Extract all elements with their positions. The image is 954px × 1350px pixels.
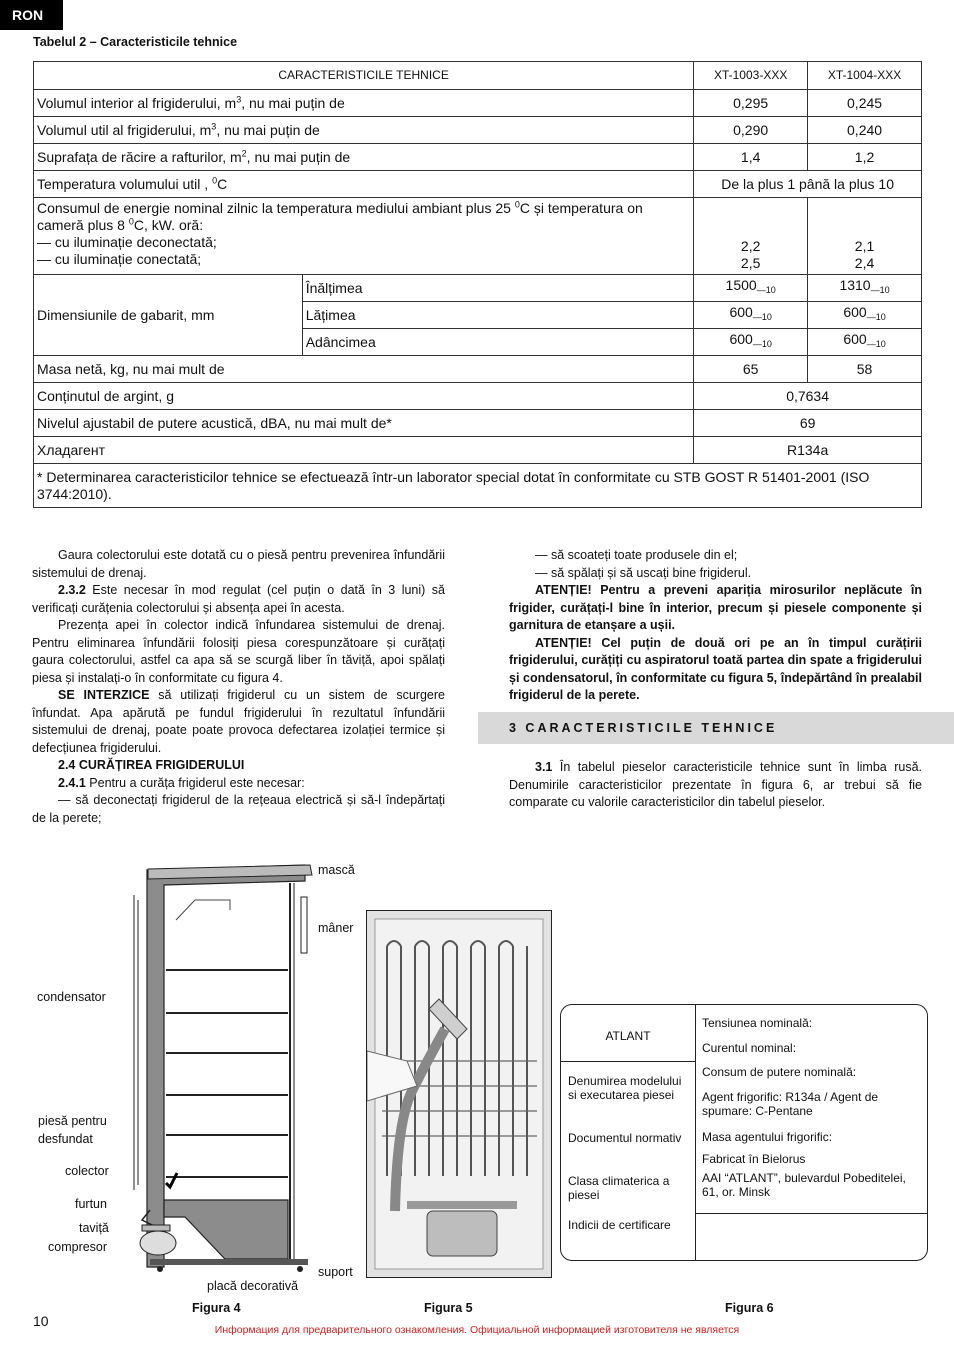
row-label: Dimensiunile de gabarit, mm [34,275,303,356]
table-row [34,410,922,437]
table-row [34,144,922,171]
label-colector: colector [65,1164,109,1178]
plate-field: Fabricat în Bielorus [702,1152,806,1166]
cell-value: $1500_{—10}$ [694,275,808,302]
cell-value: $600_{—10}$ [808,329,922,356]
table-row [34,275,922,302]
language-tag: RON [0,0,63,30]
section-heading: 2.4 CURĂȚIREA FRIGIDERULUI [58,758,245,772]
sub-label: Adâncimea [302,329,694,356]
page-number: 10 [33,1313,49,1329]
cell-value: 2,1 2,4 [808,198,922,275]
brand-label: ATLANT [605,1029,651,1043]
sub-label: Lățimea [302,302,694,329]
label-tavita: taviță [79,1221,109,1235]
paragraph: Prezența apei în colector indică înfundarea sistemului de drenaj. Pentru eliminarea înfundării folosiți piesa corespunzătoare și curățați gaura colectorului, astfel ca apa să se scurgă liber în tăviță, apoi spălați piesa și instalați-o în conformitate cu figura 4. [32,618,445,685]
cell-value: 0,7634 [694,383,922,410]
warning-paragraph: ATENȚIE! Cel puțin de două ori pe an în timpul curățirii frigiderului, curățiți cu aspiratorul toată partea din spate a frigiderului și condensatorul, în conformitate cu figura 5, îndepărtând în prealabil frigiderul de la perete. [509,635,922,702]
plate-field: Clasa climaterica a piesei [568,1174,670,1202]
section-header: 3 CARACTERISTICILE TEHNICE [478,712,954,744]
footer-disclaimer: Информация для предварительного ознакомления. Официальной информацией изготовителя не является [214,1324,740,1336]
right-column-text-2 [509,759,922,812]
cell-value: 65 [694,356,808,383]
cell-value: $600_{—10}$ [808,302,922,329]
paragraph: — să deconectați frigiderul de la rețeaua electrică și să-l îndepărtați de la perete; [32,793,445,825]
cell-value: 58 [808,356,922,383]
table-header-row [34,62,922,90]
warning-paragraph: ATENȚIE! Pentru a preveni apariția mirosurilor neplăcute în frigider, curățați-l bine în interior, precum și piesele componente și garnitura de etanșare a ușii. [509,583,922,632]
cell-value: $600_{—10}$ [694,302,808,329]
cell-value: 0,295 [694,90,808,117]
plate-field: Masa agentului frigorific: [702,1130,833,1144]
paragraph: SE INTERZICE să utilizați frigiderul cu un sistem de scurgere înfundat. Apa apărută pe fundul frigiderului în rezultatul înfundării sistemului de drenaj, poate poate provoca defectarea izolației termice și defecțiunea frigiderului. [32,688,445,755]
plate-field: Tensiunea nominală: [702,1016,813,1030]
label-maner: mâner [318,921,354,935]
caption-figure-4: Figura 4 [192,1301,241,1315]
row-label: Temperatura volumului util , $^0$C [34,171,694,198]
label-placa-decorativa: placă decorativă [207,1279,299,1293]
header-cell: CARACTERISTICILE TEHNICE [34,62,694,90]
row-label: Masa netă, kg, nu mai mult de [34,356,694,383]
plate-field: Agent frigorific: R134a / Agent de spumare: C-Pentane [702,1090,879,1118]
table-row [34,117,922,144]
label-suport: suport [318,1265,353,1279]
fridge-back-photo [366,910,552,1278]
plate-field: Indicii de certificare [568,1218,671,1232]
label-piesa-2: desfundat [38,1132,93,1146]
plate-field: Denumirea modelului si executarea piesei [568,1074,682,1102]
cell-value: 1,4 [694,144,808,171]
row-label: Consumul de energie nominal zilnic la temperatura mediului ambiant plus 25 $^0$C și temperatura on cameră plus 8 $^0$C, kW. oră: — cu iluminație deconectată; — cu iluminație conectată; [34,198,694,275]
cell-value: 0,290 [694,117,808,144]
caption-figure-5: Figura 5 [424,1301,473,1315]
table-row [34,383,922,410]
table-footnote: * Determinarea caracteristicilor tehnice se efectuează într-un laborator special dotat în conformitate cu STB GOST R 51401-2001 (ISO 3744:2010). [34,464,922,508]
paragraph: 2.4.1 Pentru a curăța frigiderul este necesar: [58,775,305,790]
fridge-cross-section-drawing [100,855,320,1280]
cell-value: 2,2 2,5 [694,198,808,275]
plate-field: Consum de putere nominală: [702,1065,857,1079]
paragraph: 2.3.2 Este necesar în mod regulat (cel puțin o dată în 3 luni) să verificați curățenia colectorului și absența apei în acesta. [32,583,445,615]
label-masca: mască [318,863,355,877]
label-furtun: furtun [75,1197,107,1211]
plate-field: Curentul nominal: [702,1041,797,1055]
caption-figure-6: Figura 6 [725,1301,774,1315]
row-label: Volumul interior al frigiderului, $m^3$, nu mai puțin de [34,90,694,117]
paragraph: 3.1 În tabelul pieselor caracteristicile tehnice sunt în limba rusă. Denumirile caracteristicilor prezentate în figura 6, ar trebui să fie comparate cu valorile caracteristicilor din tabelul pieselor. [509,760,922,809]
table-row [34,198,922,275]
table-row [34,356,922,383]
sub-label: Înălțimea [302,275,694,302]
table-row [34,171,922,198]
row-label: Volumul util al frigiderului, $m^3$, nu mai puțin de [34,117,694,144]
row-label: Nivelul ajustabil de putere acustică, dBA, nu mai mult de* [34,410,694,437]
right-column-text [509,547,922,705]
label-piesa-1: piesă pentru [38,1114,107,1128]
table-footnote-row [34,464,922,508]
cell-value: $600_{—10}$ [694,329,808,356]
plate-field: AAI “ATLANT”, bulevardul Pobeditelei, 61, or. Minsk [702,1171,906,1199]
condenser-coil-image [367,911,551,1277]
row-label: Suprafața de răcire a rafturilor, $m^2$, nu mai puțin de [34,144,694,171]
cell-value: R134a [694,437,922,464]
row-label: Conținutul de argint, g [34,383,694,410]
rating-plate [560,1004,928,1261]
cell-value: $1310_{—10}$ [808,275,922,302]
cell-value: 1,2 [808,144,922,171]
header-model-2: XT-1004-XXX [808,62,922,90]
paragraph: — să scoateți toate produsele din el; [535,548,738,562]
cell-value: 69 [694,410,922,437]
plate-field: Documentul normativ [568,1131,682,1145]
paragraph: — să spălați și să uscați bine frigiderul. [535,565,752,580]
table-row [34,90,922,117]
label-condensator: condensator [37,990,106,1004]
cell-value: 0,240 [808,117,922,144]
cell-value: 0,245 [808,90,922,117]
table-caption: Tabelul 2 – Caracteristicile tehnice [33,35,238,49]
plate-left-column [561,1005,696,1260]
paragraph: Gaura colectorului este dotată cu o piesă pentru prevenirea înfundării sistemului de drenaj. [32,548,445,580]
cell-value: De la plus 1 până la plus 10 [694,171,922,198]
header-model-1: XT-1003-XXX [694,62,808,90]
table-row [34,437,922,464]
row-label: Хладагент [34,437,694,464]
left-column-text [32,547,445,827]
spec-table [33,61,922,508]
label-compresor: compresor [48,1240,108,1254]
